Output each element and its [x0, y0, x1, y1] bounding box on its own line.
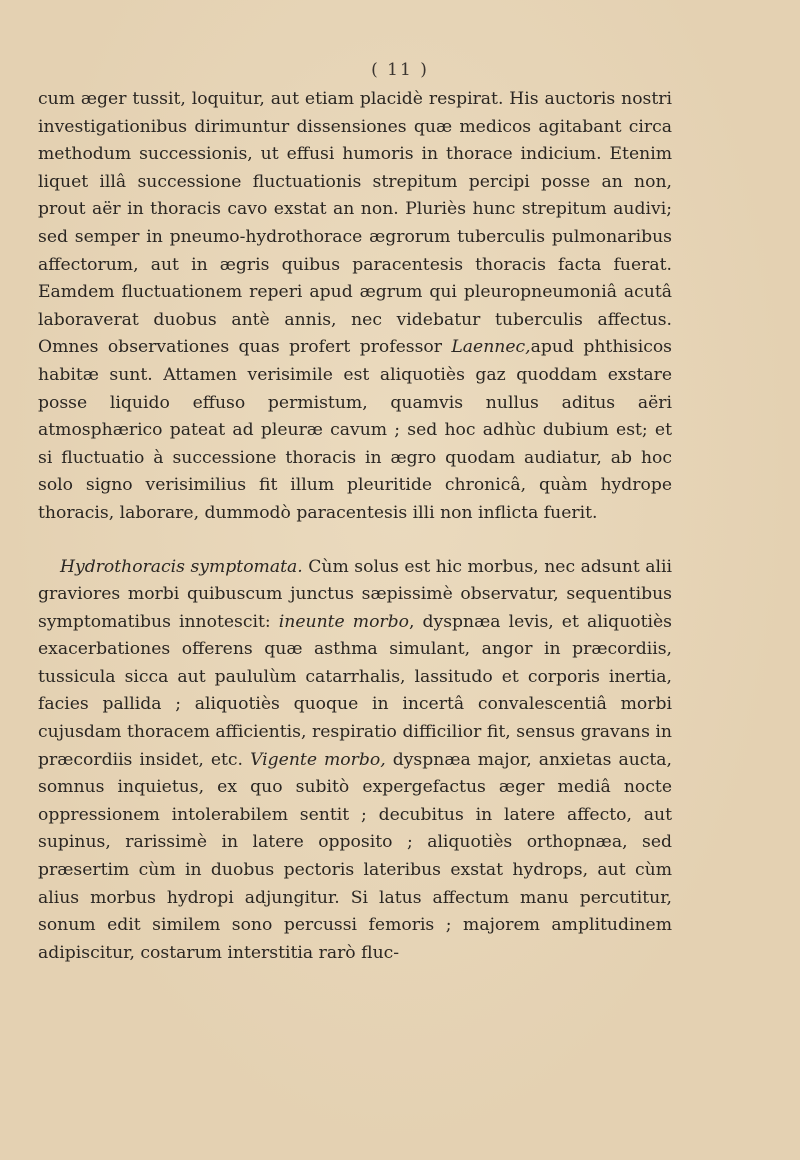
- author-name: Laennec,: [451, 337, 531, 358]
- paragraph-2-text-b: , dyspnæa levis, et aliquotiès exacerbationes offerens quæ asthma simulant, angor in præcordiis, tussicula sicca aut paululùm catarrhalis, lassitudo et corporis inertia, facies pallida ; aliquotiès quoque in incertâ convalescentiâ morbi cujusdam thoracem afficientis, respiratio difficilior fit, sensus gravans in præcordiis insidet, etc.: [38, 611, 673, 770]
- page-number: ( 11 ): [371, 60, 429, 80]
- section-heading-text: Hydrothoracis symptomata.: [60, 556, 303, 577]
- body-text: [38, 86, 672, 967]
- paragraph-1-text-a: cum æger tussit, loquitur, aut etiam placidè respirat. His auctoris nostri investigationibus dirimuntur dissensiones quæ medicos agitabant circa methodum successionis, ut effusi humoris in thorace indicium. Etenim liquet illâ successione fluctuationis strepitum percipi posse an non, prout aër in thoracis cavo exstat an non. Pluriès hunc strepitum audivi; sed semper in pneumo-hydrothorace ægrorum tuberculis pulmonaribus affectorum, aut in ægris quibus paracentesis thoracis facta fuerat. Eamdem fluctuationem reperi apud ægrum qui pleuropneumoniâ acutâ laboraverat duobus antè annis, nec videbatur tuberculis affectus. Omnes observationes quas profert professor: [38, 89, 672, 358]
- phase-ineunte: ineunte morbo: [278, 611, 409, 632]
- phase-vigente: Vigente morbo,: [250, 749, 386, 770]
- paragraph-2: [38, 554, 672, 968]
- paragraph-1-text-b: apud phthisicos habitæ sunt. Attamen verisimile est aliquotiès gaz quoddam exstare posse liquido effuso permistum, quamvis nullus aditus aëri atmosphærico pateat ad pleuræ cavum ; sed hoc adhùc dubium est; et si fluctuatio à successione thoracis in ægro quodam audiatur, ab hoc solo signo verisimilius fit illum pleuritide chronicâ, quàm hydrope thoracis, laborare, dummodò paracentesis illi non inflicta fuerit.: [38, 337, 672, 523]
- paragraph-2-text-c: dyspnæa major, anxietas aucta, somnus inquietus, ex quo subitò expergefactus æger mediâ nocte oppressionem intolerabilem sentit ; decubitus in latere affecto, aut supinus, rarissimè in latere opposito ; aliquotiès orthopnæa, sed præsertim cùm in duobus pectoris lateribus exstat hydrops, aut cùm alius morbus hydropi adjungitur. Si latus affectum manu percutitur, sonum edit similem sono percussi femoris ; majorem amplitudinem adipiscitur, costarum interstitia rarò fluc-: [38, 749, 673, 963]
- paragraph-1: [38, 86, 672, 528]
- section-heading: [38, 554, 303, 582]
- paragraph-2-text-a: Cùm solus est hic morbus, nec adsunt alii graviores morbi quibuscum junctus sæpissimè observatur, sequentibus symptomatibus innotescit:: [38, 556, 672, 632]
